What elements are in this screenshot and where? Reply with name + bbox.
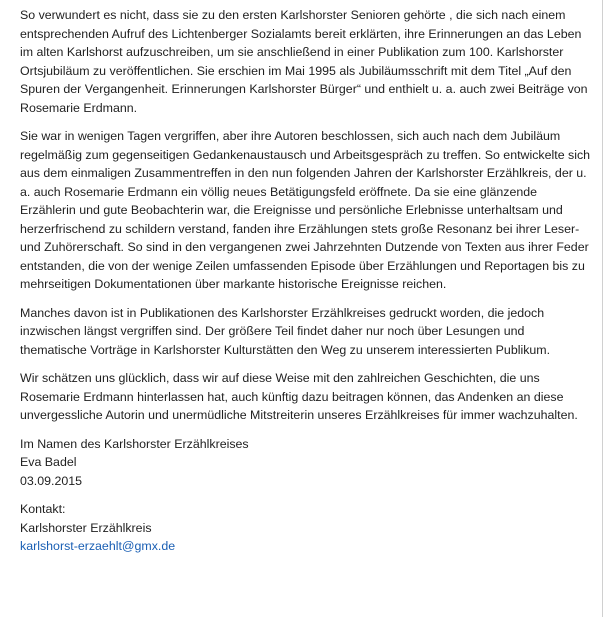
paragraph-4: Wir schätzen uns glücklich, dass wir auf diese Weise mit den zahlreichen Geschichten, die uns Rosemarie Erdmann hinterlassen hat, auch künftig dazu beitragen können, das Andenken an diese unvergessliche Autorin und unermüdliche Mitstreiterin unseres Erzählkreises für immer wachzuhalten. <box>20 371 578 422</box>
signature-block <box>20 435 592 491</box>
contact-email-link[interactable]: karlshorst-erzaehlt@gmx.de <box>20 539 176 553</box>
contact-block <box>20 500 592 556</box>
contact-org: Karlshorster Erzählkreis <box>20 520 152 535</box>
paragraph-3: Manches davon ist in Publikationen des Karlshorster Erzählkreises gedruckt worden, die jedoch inzwischen längst vergriffen sind. Der größere Teil findet daher nur noch über Lesungen und thematische Vorträge in Karlshorster Kulturstätten den Weg zu unserem interessierten Publikum. <box>20 305 551 357</box>
signature-date: 03.09.2015 <box>20 473 83 488</box>
signature-line: Im Namen des Karlshorster Erzählkreises <box>20 436 249 451</box>
paragraph-2: Sie war in wenigen Tagen vergriffen, aber ihre Autoren beschlossen, sich auch nach dem Jubiläum regelmäßig zum gegenseitigen Gedankenaustausch und Arbeitsgespräch zu treffen. So entwickelte sich aus dem einmaligen Zusammentreffen in den nun folgenden Jahren der Karlshorster Erzählkreis, der u. a. auch Rosemarie Erdmann ein völlig neues Betätigungsfeld eröffnete. Da sie eine glänzende Erzählerin und gute Beobachterin war, die Ereignisse und persönliche Erlebnisse unterhaltsam und herzerfrischend zu schildern verstand, fanden ihre Erzählungen stets große Resonanz bei ihrer Leser- und Zuhörerschaft. So sind in den vergangenen zwei Jahrzehnten Dutzende von Texten aus ihrer Feder entstanden, die von der wenige Zeilen umfassenden Episode über Erzählungen und Reportagen bis zu mehrseitigen Dokumentationen über markante historische Ereignisse reichen. <box>20 129 591 291</box>
paragraph-1: So verwundert es nicht, dass sie zu den ersten Karlshorster Senioren gehörte , die sich nach einem entsprechenden Aufruf des Lichtenberger Sozialamts bereit erklärten, ihre Erinnerungen an das Leben im alten Karlshorst aufzuschreiben, um sie anschließend in einer Publikation zum 100. Karlshorster Ortsjubiläum zu veröffentlichen. Sie erschien im Mai 1995 als Jubiläumsschrift mit dem Titel „Auf den Spuren der Vergangenheit. Erinnerungen Karlshorster Bürger“ und enthielt u. a. auch zwei Beiträge von Rosemarie Erdmann. <box>20 8 588 115</box>
contact-label: Kontakt: <box>20 502 66 516</box>
signature-name: Eva Badel <box>20 455 77 469</box>
